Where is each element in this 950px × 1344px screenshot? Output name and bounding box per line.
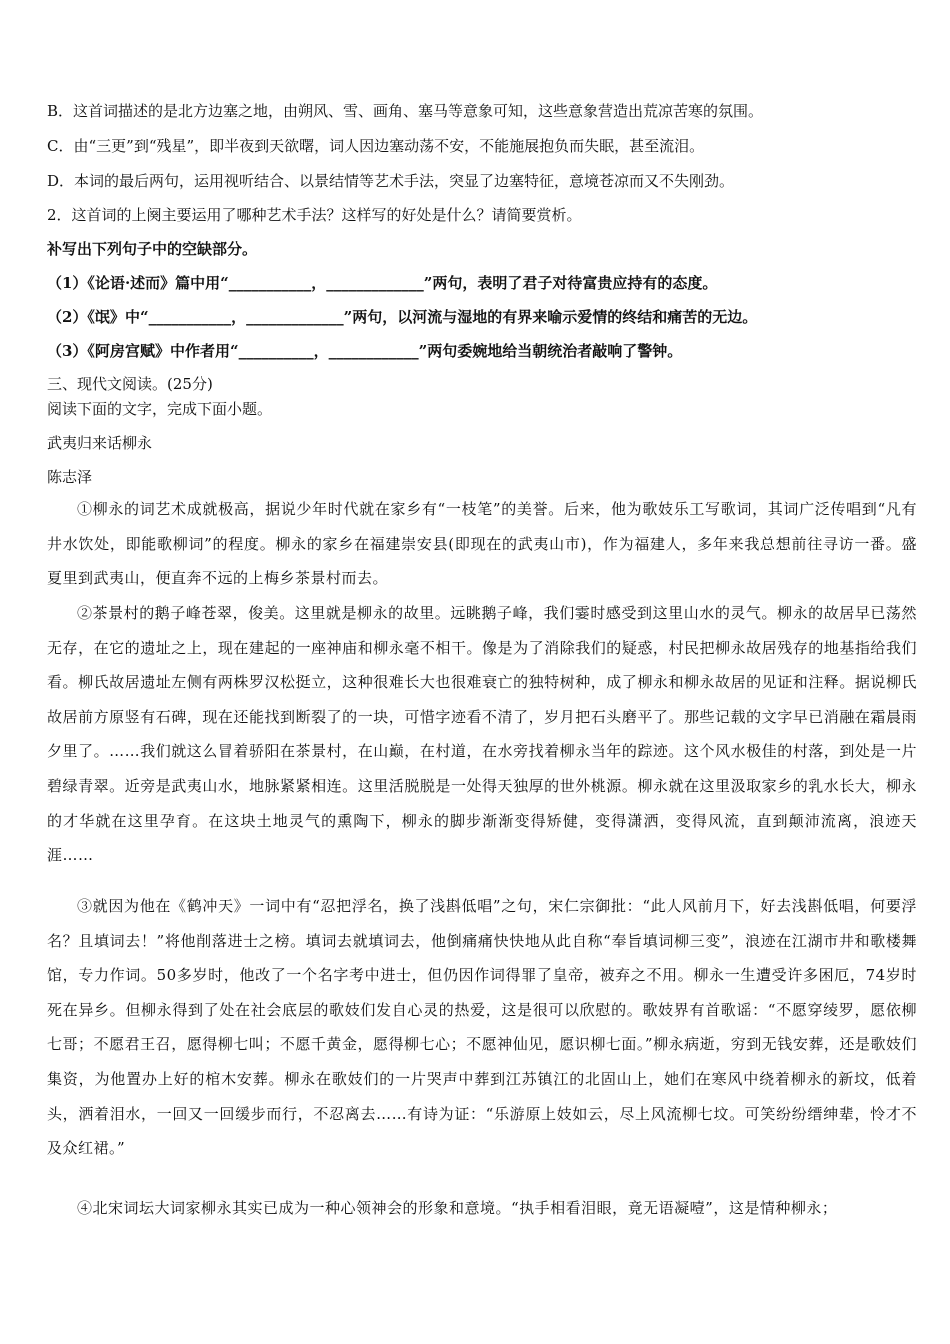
- article-paragraph-3: ③就因为他在《鹤冲天》一词中有“忍把浮名，换了浅斟低唱”之句，宋仁宗御批：“此人风前月下，好去浅斟低唱，何要浮名？且填词去！”将他削落进士之榜。填词去就填词去，他倒痛痛快快地从此自称“奉旨填词柳三变”，浪迹在江湖市井和歌楼舞馆，专力作词。50多岁时，他改了一个名字考中进士，但仍因作词得罪了皇帝，被弃之不用。柳永一生遭受许多困厄，74岁时死在异乡。但柳永得到了处在社会底层的歌妓们发自心灵的热爱，这是很可以欣慰的。歌妓界有首歌谣：“不愿穿绫罗，愿依柳七哥；不愿君王召，愿得柳七叫；不愿千黄金，愿得柳七心；不愿神仙见，愿识柳七面。”柳永病逝，穷到无钱安葬，还是歌妓们集资，为他置办上好的棺木安葬。柳永在歌妓们的一片哭声中葬到江苏镇江的北固山上，她们在寒风中绕着柳永的新坟，低着头，洒着泪水，一回又一回缓步而行，不忍离去……有诗为证：“乐游原上妓如云，尽上风流柳七坟。可笑纷纷缙绅辈，怜才不及众红裙。”: [47, 897, 917, 1158]
- option-d: D．本词的最后两句，运用视听结合、以景结情等艺术手法，突显了边塞特征，意境苍凉而又不失刚劲。: [47, 172, 735, 190]
- article-paragraph-1: ①柳永的词艺术成就极高，据说少年时代就在家乡有“一枝笔”的美誉。后来，他为歌妓乐工写歌词，其词广泛传唱到“凡有井水饮处，即能歌柳词”的程度。柳永的家乡在福建崇安县(即现在的武夷山市)，作为福建人，多年来我总想前往寻访一番。盛夏里到武夷山，便直奔不远的上梅乡茶景村而去。: [47, 500, 917, 588]
- option-c: C．由“三更”到“残星”，即半夜到天欲曙，词人因边塞动荡不安，不能施展抱负而失眠，甚至流泪。: [47, 137, 705, 155]
- question-2: 2．这首词的上阕主要运用了哪种艺术手法？这样写的好处是什么？请简要赏析。: [47, 206, 582, 224]
- fill-in-item-2: （2）《氓》中“___________，_____________”两句，以河流与湿地的有界来喻示爱情的终结和痛苦的无边。: [47, 308, 758, 326]
- option-b: B．这首词描述的是北方边塞之地，由朔风、雪、画角、塞马等意象可知，这些意象营造出荒凉苦寒的氛围。: [47, 102, 764, 120]
- section-heading: 三、现代文阅读。(25分): [47, 375, 213, 393]
- fill-in-item-1: （1）《论语·述而》篇中用“___________，_____________”两句，表明了君子对待富贵应持有的态度。: [47, 274, 718, 292]
- article-title: 武夷归来话柳永: [47, 434, 153, 452]
- article-paragraph-4: ④北宋词坛大词家柳永其实已成为一种心领神会的形象和意境。“执手相看泪眼，竟无语凝噎”，这是情种柳永；: [77, 1199, 838, 1217]
- article-paragraph-2: ②茶景村的鹅子峰苍翠，俊美。这里就是柳永的故里。远眺鹅子峰，我们霎时感受到这里山水的灵气。柳永的故居早已荡然无存，在它的遗址之上，现在建起的一座神庙和柳永毫不相干。像是为了消除我们的疑惑，村民把柳永故居残存的地基指给我们看。柳氏故居遗址左侧有两株罗汉松挺立，这种很难长大也很难衰亡的独特树种，成了柳永和柳永故居的见证和注释。据说柳氏故居前方原竖有石碑，现在还能找到断裂了的一块，可惜字迹看不清了，岁月把石头磨平了。那些记载的文字早已消融在霜晨雨夕里了。……我们就这么冒着骄阳在茶景村，在山巅，在村道，在水旁找着柳永当年的踪迹。这个风水极佳的村落，到处是一片碧绿青翠。近旁是武夷山水，地脉紧紧相连。这里活脱脱是一处得天独厚的世外桃源。柳永就在这里汲取家乡的乳水长大，柳永的才华就在这里孕育。在这块土地灵气的熏陶下，柳永的脚步渐渐变得矫健，变得潇洒，变得风流，直到颠沛流离，浪迹天涯……: [47, 604, 917, 865]
- fill-in-item-3: （3）《阿房宫赋》中作者用“__________，____________”两句委婉地给当朝统治者敲响了警钟。: [47, 342, 683, 360]
- fill-in-heading: 补写出下列句子中的空缺部分。: [47, 240, 258, 258]
- reading-instruction: 阅读下面的文字，完成下面小题。: [47, 400, 273, 418]
- article-author: 陈志泽: [47, 468, 93, 486]
